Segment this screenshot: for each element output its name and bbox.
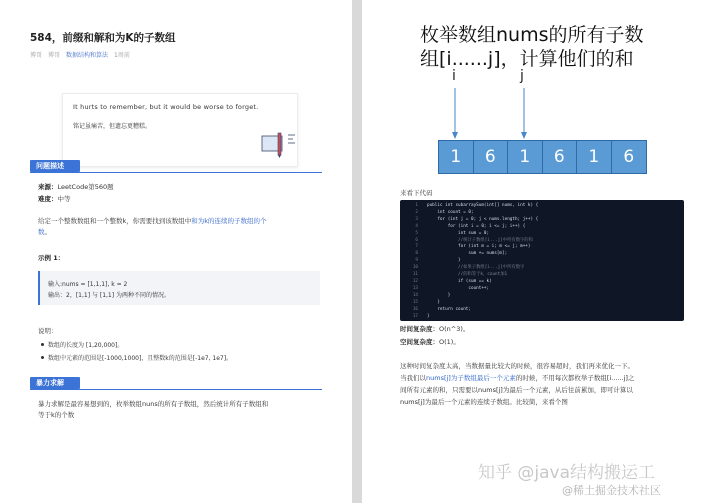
right-page <box>362 0 720 503</box>
brute-text-2: 等于k的个数 <box>38 411 75 419</box>
para-2-text: 当我们以 <box>400 374 426 382</box>
code-line-text: for (int i = 0; i <= j; i++) { <box>427 223 526 229</box>
para-2-highlight: nums[j]为子数组最后一个元素 <box>426 374 516 382</box>
article-meta <box>30 50 130 59</box>
code-line-number: 4 <box>415 223 418 229</box>
brute-text-1: 暴力求解是最容易想到的，枚举数组nuns的所有子数组，然后统计所有子数组和 <box>38 400 269 408</box>
description-highlight-cont: 数 <box>38 228 45 236</box>
section-problem-header: 问题描述 <box>30 160 80 172</box>
meta-tag[interactable]: 博哥 <box>48 52 61 59</box>
para-1: 这种时间复杂度太高，当数据量比较大的时候，很容易超时，我们再来优化一下。 <box>400 362 634 370</box>
quote-card <box>62 93 298 167</box>
source-line <box>38 182 114 193</box>
meta-date: 1周前 <box>114 52 130 59</box>
meta-category[interactable]: 数据结构和算法 <box>66 52 109 59</box>
array-cell: 1 <box>508 141 543 173</box>
code-line <box>400 279 684 286</box>
pointer-j-label: j <box>520 68 524 84</box>
example-title <box>38 253 64 264</box>
note-item: 数组的长度为 [1,20,000]。 <box>48 342 124 349</box>
notebook-pencil-illustration <box>261 131 297 159</box>
pointer-j-arrow-icon <box>520 88 528 140</box>
code-line <box>400 300 684 307</box>
code-line-text: } <box>427 258 461 264</box>
code-line-number: 6 <box>415 237 418 243</box>
pointer-i-arrow-icon <box>451 88 459 140</box>
code-line-text: //统计子数组[i...j]中所有数字的和 <box>427 237 533 243</box>
array-cell: 1 <box>439 141 474 173</box>
code-line-text: } <box>427 313 430 319</box>
array-cell: 1 <box>577 141 612 173</box>
code-line-text: sum += nums[m]; <box>427 251 508 257</box>
watermark: 知乎 @java结构搬运工 <box>478 463 656 483</box>
para-2-text-end: 的时候，不用每次都枚举子数组[i......j]之 <box>515 374 635 382</box>
source-label: 来源： <box>38 183 58 191</box>
code-line-text: //如果子数组[i...j]中所有数字 <box>427 265 525 271</box>
code-line-text: count++; <box>427 285 490 291</box>
description-text: 给定一个整数数组和一个整数k，你需要找到该数组中 <box>38 217 192 225</box>
code-line <box>400 203 684 210</box>
description-highlight: 和为k的连续的子数组的个 <box>191 217 267 225</box>
code-line-text: public int subarraySum(int[] nums, int k) { <box>427 203 539 208</box>
note-title: 说明： <box>38 327 58 335</box>
array-cell: 6 <box>612 141 647 173</box>
code-line-text: for (int j = 0; j < nums.length; j++) { <box>427 216 539 222</box>
article-title: 584，前缀和解和为K的子数组 <box>30 32 176 44</box>
code-line-text: return count; <box>427 306 471 312</box>
heading-line-2: 组[i......j]，计算他们的和 <box>420 48 634 70</box>
code-line-number: 9 <box>415 258 418 264</box>
code-line-text: //的和等于k，count加1 <box>427 272 508 278</box>
code-line-number: 12 <box>412 278 418 284</box>
heading-line-1: 枚举数组nums的所有子数 <box>420 24 644 46</box>
code-line <box>400 307 684 314</box>
section-divider <box>30 172 322 173</box>
code-line-number: 3 <box>415 216 418 222</box>
code-line <box>400 293 684 300</box>
space-complexity-label: 空间复杂度： <box>400 338 439 346</box>
code-line-number: 11 <box>412 272 418 278</box>
code-line-number: 14 <box>412 292 418 298</box>
para-2 <box>400 373 634 384</box>
code-line <box>400 224 684 231</box>
note-item: 数组中元素的范围是[-1000,1000]，且整数k的范围是[-1e7, 1e7]。 <box>48 355 233 362</box>
array-cell: 6 <box>543 141 578 173</box>
quote-english: It hurts to remember, but it would be worse to forget. <box>73 103 259 111</box>
code-line-number: 13 <box>412 285 418 291</box>
code-line <box>400 217 684 224</box>
pointer-i-label: i <box>452 68 456 84</box>
code-intro: 来看下代码 <box>400 189 433 197</box>
code-line-number: 5 <box>415 230 418 236</box>
description-end: 。 <box>44 228 51 236</box>
example-title-text: 示例 1： <box>38 254 65 262</box>
example-box <box>38 271 320 305</box>
array-diagram <box>438 140 647 174</box>
code-line-number: 8 <box>415 251 418 257</box>
code-line-text: for (int m = i; m <= j; m++) <box>427 244 531 250</box>
array-cell: 6 <box>474 141 509 173</box>
para-4: nums[j]为最后一个元素的连续子数组。比较简，来看个图 <box>400 398 568 406</box>
code-line-number: 1 <box>415 203 418 208</box>
code-line-number: 10 <box>412 265 418 271</box>
code-line-text: int sum = 0; <box>427 230 490 236</box>
code-line-number: 15 <box>412 299 418 305</box>
left-page <box>0 0 352 503</box>
watermark-secondary: @稀土掘金技术社区 <box>562 484 661 497</box>
space-complexity <box>400 337 460 348</box>
section-brute-header: 暴力求解 <box>30 377 80 389</box>
code-line <box>400 286 684 293</box>
code-line-text: int count = 0; <box>427 209 474 215</box>
difficulty-label: 难度： <box>38 195 58 203</box>
code-line-text: if (sum == k) <box>427 278 492 284</box>
time-complexity <box>400 324 469 335</box>
code-line <box>400 314 684 321</box>
difficulty-value: 中等 <box>57 195 71 203</box>
time-complexity-label: 时间复杂度： <box>400 325 439 333</box>
time-complexity-value: O(n^3)。 <box>439 325 470 333</box>
difficulty-line <box>38 194 71 205</box>
code-line-text: } <box>427 292 451 298</box>
example-output: 输出：2，[1,1] 与 [1,1] 为两种不同的情况。 <box>48 292 170 299</box>
code-line-text: } <box>427 299 440 305</box>
code-block <box>400 200 684 321</box>
example-input: 输入:nums = [1,1,1], k = 2 <box>48 281 128 288</box>
para-3: 间所有元素的和，只需要以nums[j]为最后一个元素，从后往前累加，即可计算以 <box>400 386 633 394</box>
code-line <box>400 231 684 238</box>
code-line-number: 7 <box>415 244 418 250</box>
code-line <box>400 210 684 217</box>
quote-chinese: 铭记虽痛苦，但遗忘更糟糕。 <box>73 123 152 130</box>
source-value: LeetCode第560题 <box>57 183 114 191</box>
code-line-number: 16 <box>412 306 418 312</box>
code-line-number: 2 <box>415 209 418 215</box>
space-complexity-value: O(1)。 <box>439 338 460 346</box>
meta-author[interactable]: 博哥 <box>30 52 43 59</box>
problem-description <box>38 216 328 238</box>
code-line-number: 17 <box>412 313 418 319</box>
section-divider <box>30 389 322 390</box>
code-line <box>400 272 684 279</box>
